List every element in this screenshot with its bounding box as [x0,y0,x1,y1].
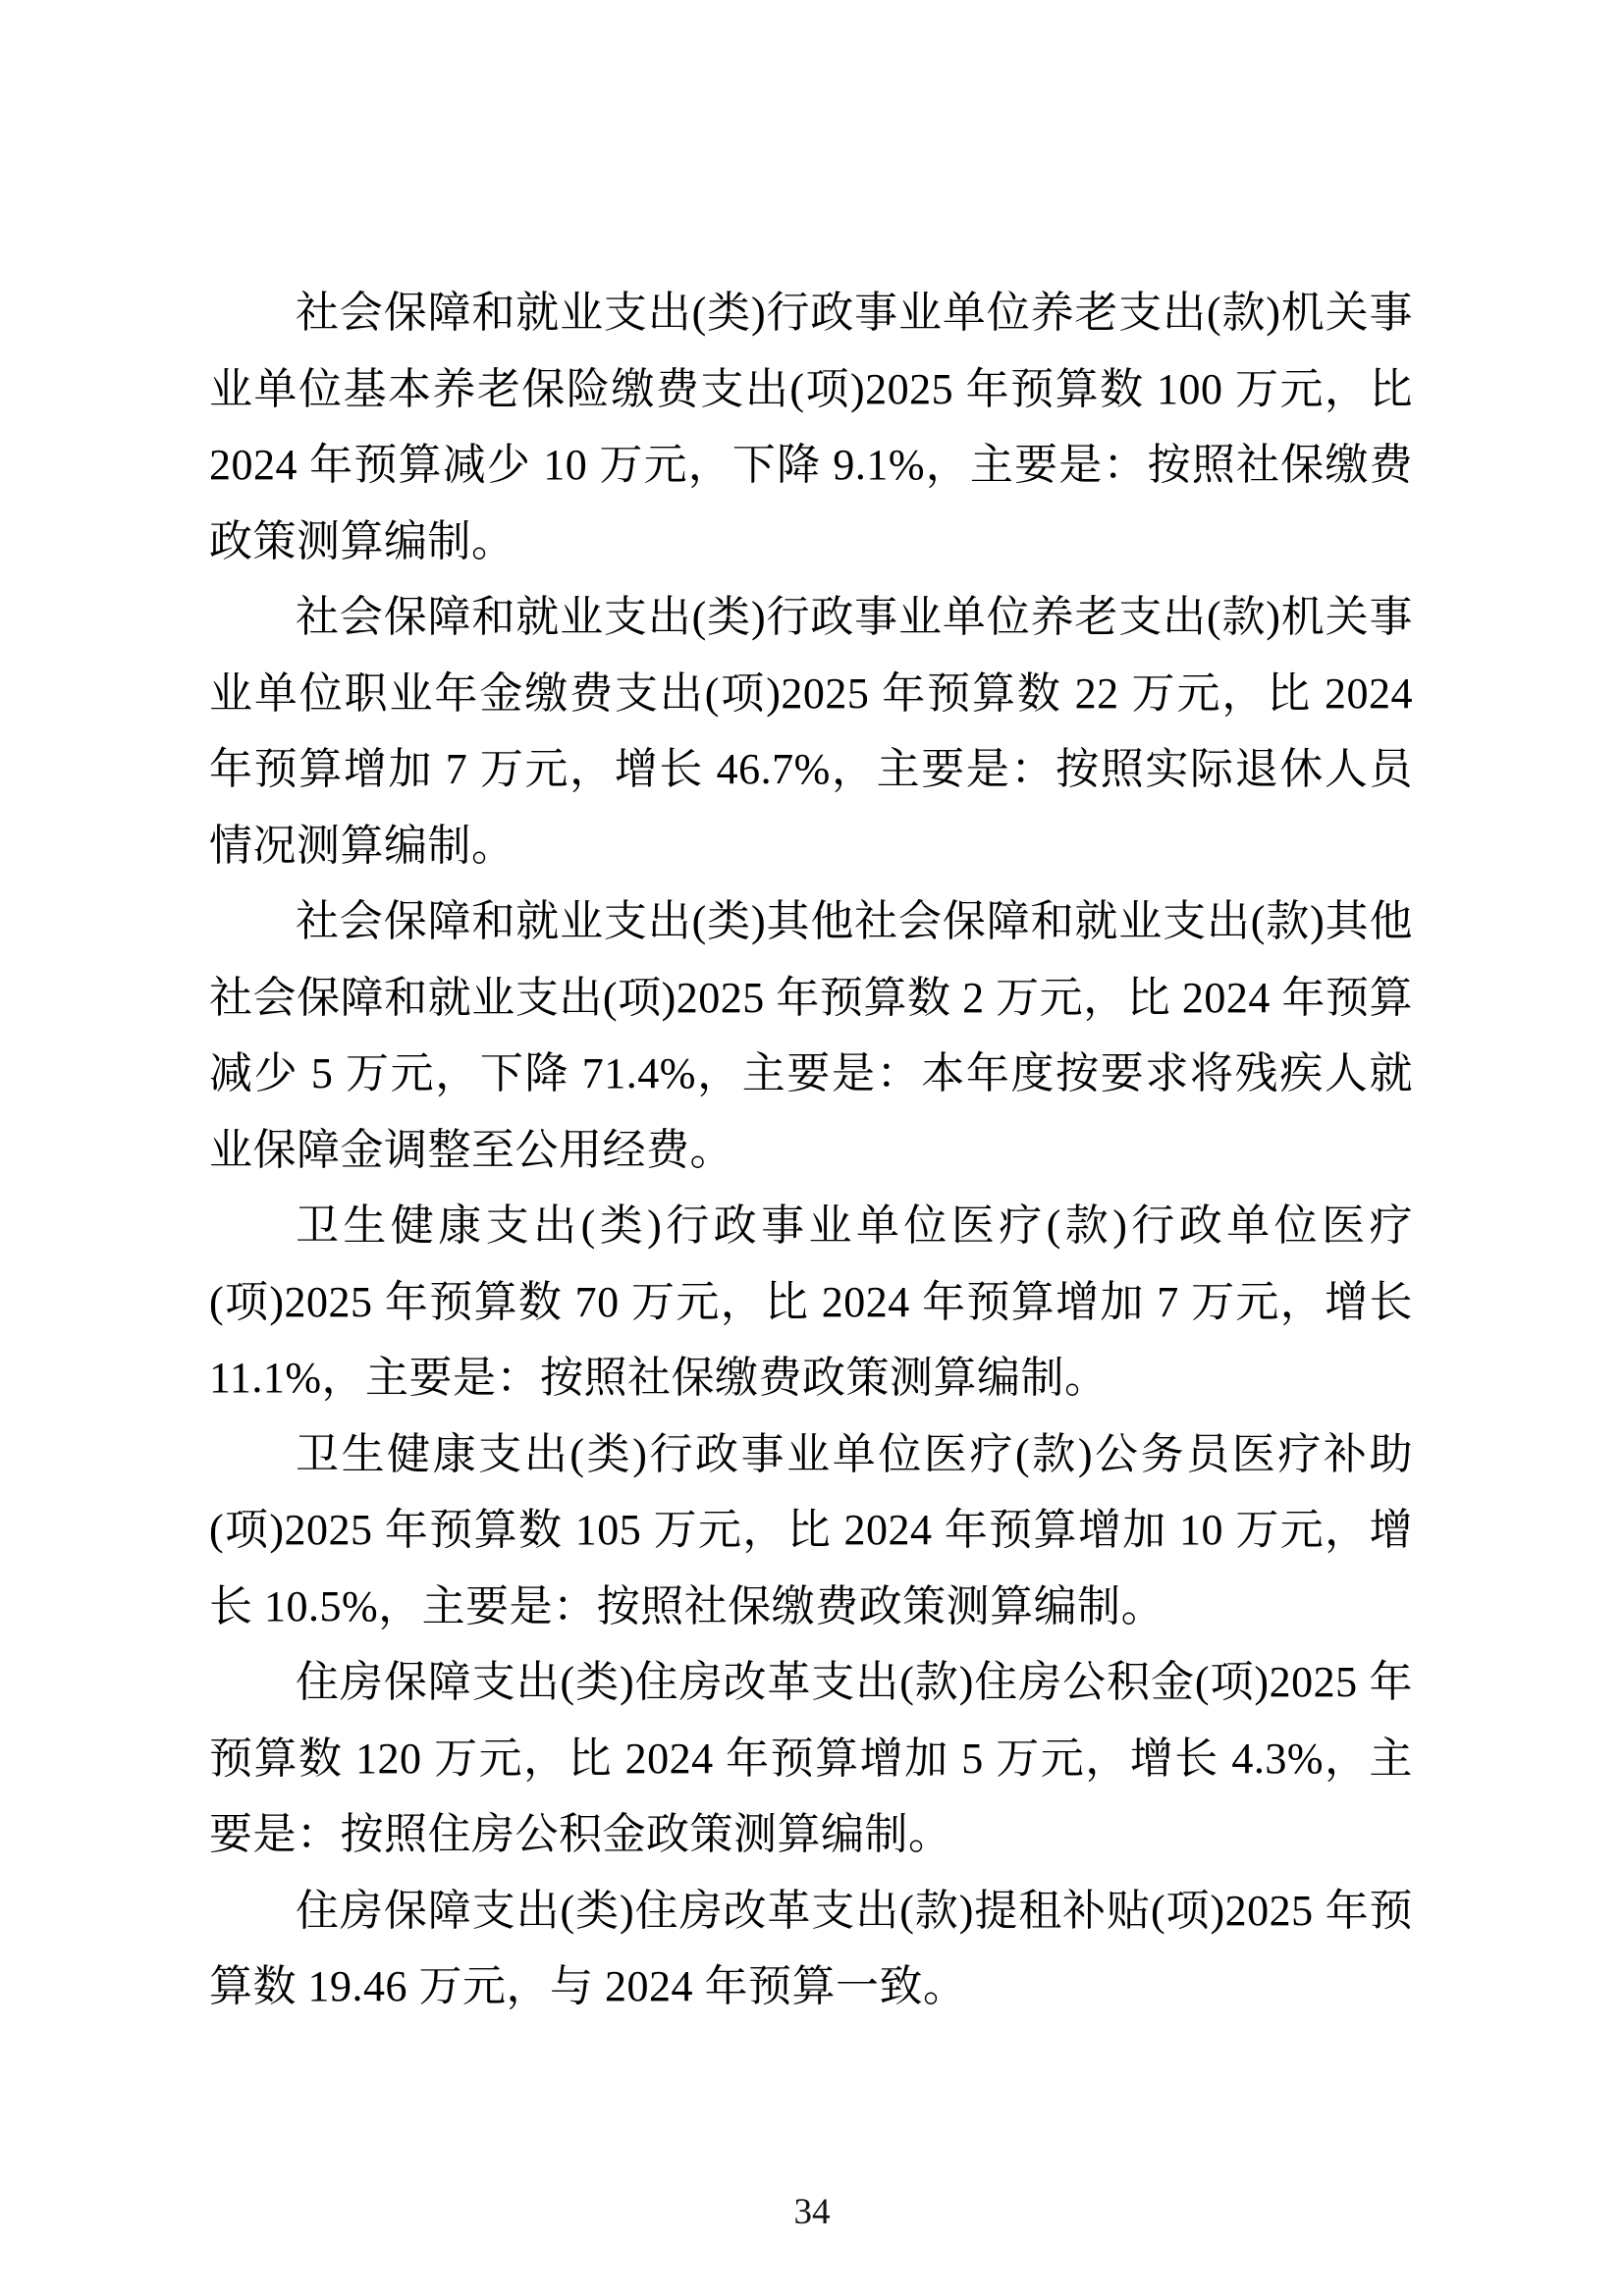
paragraph-housing-fund: 住房保障支出(类)住房改革支出(款)住房公积金(项)2025 年预算数 120 万元，比 2024 年预算增加 5 万元，增长 4.3%，主要是：按照住房公积金政策测算编制。 [209,1658,1413,1858]
paragraph-health-civil-servant-medical: 卫生健康支出(类)行政事业单位医疗(款)公务员医疗补助(项)2025 年预算数 105 万元，比 2024 年预算增加 10 万元，增长 10.5%，主要是：按照社保缴费政策测算编制。 [209,1429,1413,1630]
paragraph-social-security-pension: 社会保障和就业支出(类)行政事业单位养老支出(款)机关事业单位基本养老保险缴费支出(项)2025 年预算数 100 万元，比 2024 年预算减少 10 万元，下降 9.1%，主要是：按照社保缴费政策测算编制。 [209,289,1413,565]
paragraph-housing-rent-subsidy: 住房保障支出(类)住房改革支出(款)提租补贴(项)2025 年预算数 19.46 万元，与 2024 年预算一致。 [209,1886,1413,2010]
page-number: 34 [793,2192,831,2232]
paragraph-social-security-annuity: 社会保障和就业支出(类)行政事业单位养老支出(款)机关事业单位职业年金缴费支出(项)2025 年预算数 22 万元，比 2024 年预算增加 7 万元，增长 46.7%，主要是：按照实际退休人员情况测算编制。 [209,593,1413,870]
paragraph-social-security-other: 社会保障和就业支出(类)其他社会保障和就业支出(款)其他社会保障和就业支出(项)2025 年预算数 2 万元，比 2024 年预算减少 5 万元，下降 71.4%，主要是：本年度按要求将残疾人就业保障金调整至公用经费。 [209,897,1413,1174]
paragraph-health-admin-medical: 卫生健康支出(类)行政事业单位医疗(款)行政单位医疗(项)2025 年预算数 70 万元，比 2024 年预算增加 7 万元，增长 11.1%，主要是：按照社保缴费政策测算编制。 [209,1201,1413,1402]
document-body [209,275,1413,2025]
